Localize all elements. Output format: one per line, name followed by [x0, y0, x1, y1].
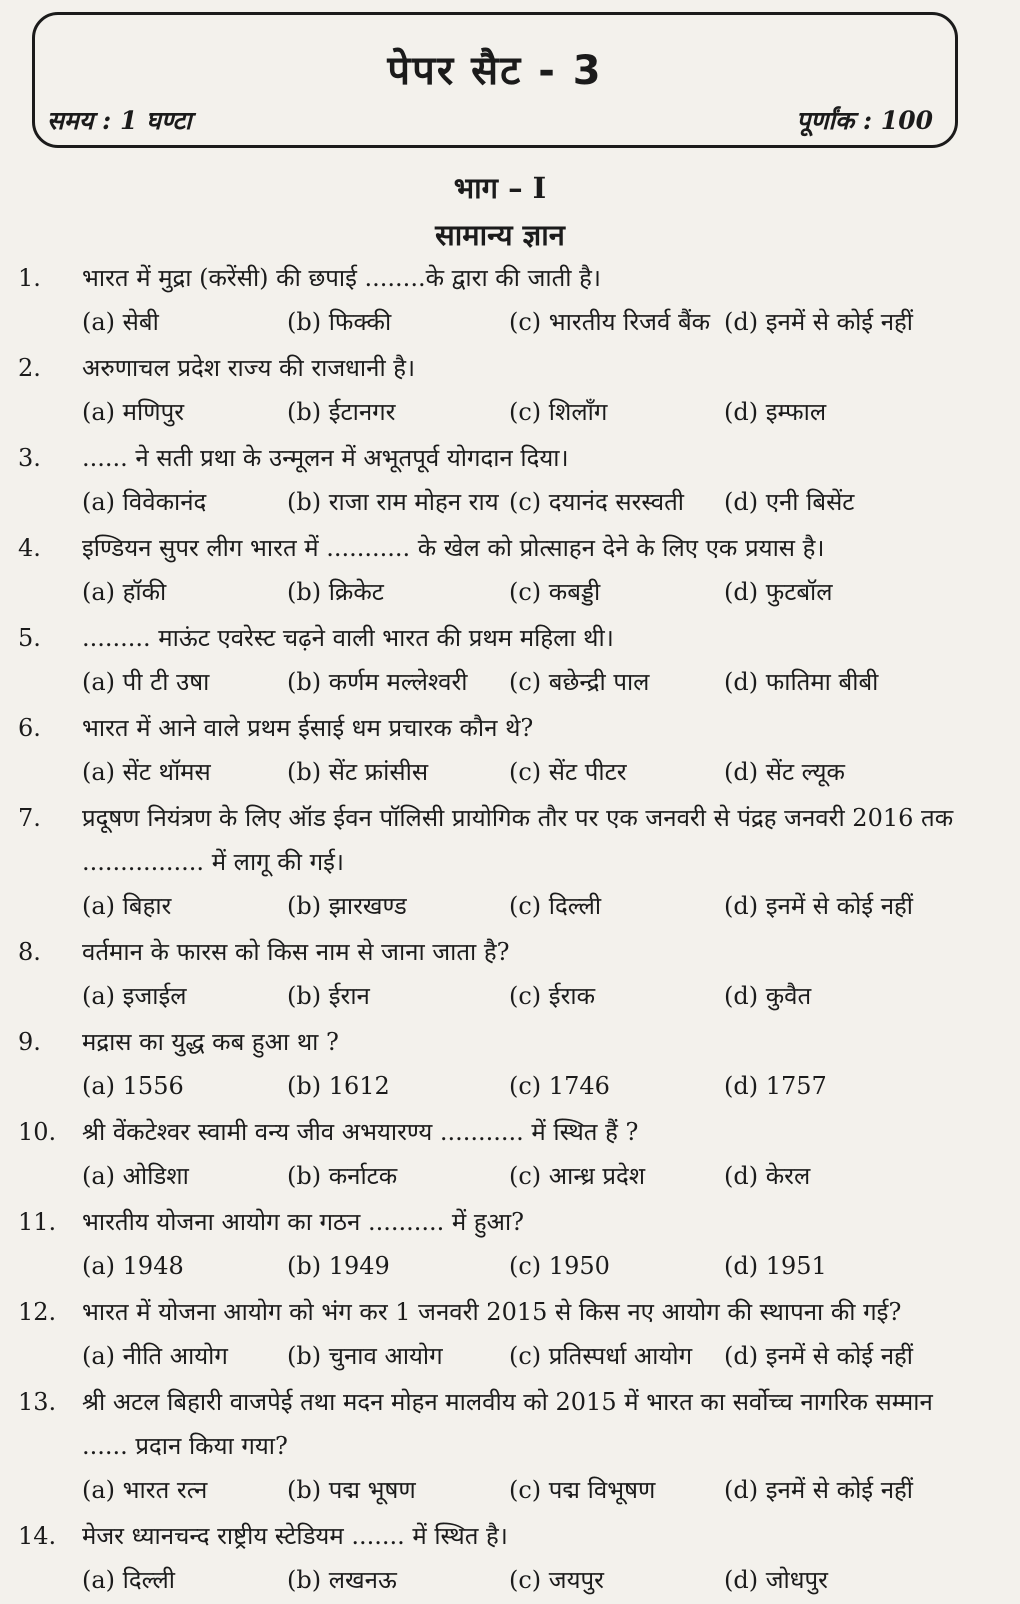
- option-a: (a) इजाईल: [82, 982, 187, 1010]
- question-number: 3.: [18, 444, 41, 472]
- option-b: (b) क्रिकेट: [287, 578, 384, 606]
- option-c: (c) 1746: [509, 1072, 610, 1100]
- option-c: (c) सेंट पीटर: [509, 758, 627, 786]
- option-row: [82, 1244, 973, 1288]
- option-row: [82, 1558, 973, 1602]
- part-title: भाग – I: [453, 171, 547, 205]
- option-d: (d) सेंट ल्यूक: [724, 758, 845, 786]
- question-number: 9.: [18, 1028, 41, 1056]
- option-a: (a) भारत रत्न: [82, 1476, 208, 1504]
- option-b: (b) 1612: [287, 1072, 390, 1100]
- question-item: [18, 526, 973, 614]
- marks-label: पूर्णांक : 100: [796, 106, 933, 135]
- option-row: [82, 660, 973, 704]
- option-d: (d) फुटबॉल: [724, 578, 833, 606]
- question-text: ...... ने सती प्रथा के उन्मूलन में अभूतपूर्व योगदान दिया।: [82, 444, 569, 472]
- question-text: ......... माऊंट एवरेस्ट चढ़ने वाली भारत की प्रथम महिला थी।: [82, 624, 614, 652]
- option-row: [82, 1154, 973, 1198]
- option-c: (c) कबड्डी: [509, 578, 601, 606]
- option-row: [82, 1064, 973, 1108]
- option-d: (d) इम्फाल: [724, 398, 827, 426]
- option-b: (b) लखनऊ: [287, 1566, 397, 1594]
- option-b: (b) 1949: [287, 1252, 390, 1280]
- question-item: [18, 706, 973, 794]
- question-item: [18, 1290, 973, 1378]
- option-d: (d) इनमें से कोई नहीं: [724, 1342, 913, 1370]
- question-number: 5.: [18, 624, 41, 652]
- option-row: [82, 390, 973, 434]
- option-b: (b) झारखण्ड: [287, 892, 407, 920]
- option-c: (c) जयपुर: [509, 1566, 604, 1594]
- question-item: [18, 796, 973, 928]
- option-c: (c) दयानंद सरस्वती: [509, 488, 684, 516]
- question-number: 13.: [18, 1388, 57, 1416]
- question-text: मद्रास का युद्ध कब हुआ था ?: [82, 1028, 339, 1056]
- question-item: [18, 1110, 973, 1198]
- option-c: (c) दिल्ली: [509, 892, 602, 920]
- option-a: (a) 1556: [82, 1072, 184, 1100]
- question-text: श्री अटल बिहारी वाजपेई तथा मदन मोहन मालवीय को 2015 में भारत का सर्वोच्च नागरिक सम्मान ...... प्रदान किया गया?: [82, 1388, 933, 1460]
- question-text: भारतीय योजना आयोग का गठन .......... में हुआ?: [82, 1208, 524, 1236]
- option-a: (a) नीति आयोग: [82, 1342, 228, 1370]
- question-item: [18, 256, 973, 344]
- option-row: [82, 884, 973, 928]
- option-row: [82, 974, 973, 1018]
- option-row: [82, 300, 973, 344]
- question-text: भारत में मुद्रा (करेंसी) की छपाई ........के द्वारा की जाती है।: [82, 264, 601, 292]
- option-a: (a) ओडिशा: [82, 1162, 189, 1190]
- option-b: (b) पद्म भूषण: [287, 1476, 416, 1504]
- option-d: (d) 1757: [724, 1072, 827, 1100]
- option-row: [82, 1468, 973, 1512]
- option-a: (a) हॉकी: [82, 578, 167, 606]
- question-number: 14.: [18, 1522, 57, 1550]
- question-item: [18, 346, 973, 434]
- question-text: श्री वेंकटेश्वर स्वामी वन्य जीव अभयारण्य ........... में स्थित हैं ?: [82, 1118, 639, 1146]
- option-c: (c) 1950: [509, 1252, 610, 1280]
- question-number: 1.: [18, 264, 41, 292]
- question-item: [18, 1020, 973, 1108]
- option-d: (d) इनमें से कोई नहीं: [724, 892, 913, 920]
- question-text: भारत में आने वाले प्रथम ईसाई धम प्रचारक कौन थे?: [82, 714, 534, 742]
- option-row: [82, 750, 973, 794]
- question-text: वर्तमान के फारस को किस नाम से जाना जाता है?: [82, 938, 510, 966]
- question-text: इण्डियन सुपर लीग भारत में ........... के खेल को प्रोत्साहन देने के लिए एक प्रयास है।: [82, 534, 825, 562]
- question-text: प्रदूषण नियंत्रण के लिए ऑड ईवन पॉलिसी प्रायोगिक तौर पर एक जनवरी से पंद्रह जनवरी 2016 तक ................ में लागू की गई।: [82, 804, 954, 876]
- option-c: (c) आन्ध्र प्रदेश: [509, 1162, 646, 1190]
- option-a: (a) दिल्ली: [82, 1566, 175, 1594]
- option-c: (c) ईराक: [509, 982, 596, 1010]
- question-item: [18, 616, 973, 704]
- option-c: (c) शिलाँग: [509, 398, 608, 426]
- option-c: (c) प्रतिस्पर्धा आयोग: [509, 1342, 693, 1370]
- option-d: (d) कुवैत: [724, 982, 812, 1010]
- time-label: समय : 1 घण्टा: [47, 106, 192, 135]
- question-item: [18, 436, 973, 524]
- question-item: [18, 1514, 973, 1602]
- option-a: (a) 1948: [82, 1252, 184, 1280]
- question-number: 6.: [18, 714, 41, 742]
- option-c: (c) बछेन्द्री पाल: [509, 668, 650, 696]
- question-item: [18, 1200, 973, 1288]
- option-b: (b) सेंट फ्रांसीस: [287, 758, 429, 786]
- option-d: (d) 1951: [724, 1252, 827, 1280]
- option-b: (b) कर्नाटक: [287, 1162, 398, 1190]
- option-d: (d) इनमें से कोई नहीं: [724, 308, 913, 336]
- header-box: [32, 12, 958, 148]
- option-d: (d) इनमें से कोई नहीं: [724, 1476, 913, 1504]
- option-a: (a) पी टी उषा: [82, 668, 210, 696]
- question-text: भारत में योजना आयोग को भंग कर 1 जनवरी 2015 से किस नए आयोग की स्थापना की गई?: [82, 1298, 902, 1326]
- option-b: (b) ईरान: [287, 982, 370, 1010]
- question-text: अरुणाचल प्रदेश राज्य की राजधानी है।: [82, 354, 416, 382]
- option-d: (d) एनी बिसेंट: [724, 488, 855, 516]
- option-a: (a) बिहार: [82, 892, 172, 920]
- question-number: 10.: [18, 1118, 57, 1146]
- section-title: सामान्य ज्ञान: [435, 218, 565, 252]
- option-row: [82, 480, 973, 524]
- option-c: (c) पद्म विभूषण: [509, 1476, 656, 1504]
- option-a: (a) सेबी: [82, 308, 159, 336]
- question-item: [18, 930, 973, 1018]
- question-number: 7.: [18, 804, 41, 832]
- question-number: 11.: [18, 1208, 57, 1236]
- option-a: (a) सेंट थॉमस: [82, 758, 211, 786]
- option-b: (b) कर्णम मल्लेश्वरी: [287, 668, 468, 696]
- option-d: (d) फातिमा बीबी: [724, 668, 879, 696]
- option-b: (b) फिक्की: [287, 308, 392, 336]
- question-list: [18, 256, 973, 1604]
- option-d: (d) केरल: [724, 1162, 811, 1190]
- question-item: [18, 1380, 973, 1512]
- option-b: (b) ईटानगर: [287, 398, 396, 426]
- question-number: 12.: [18, 1298, 57, 1326]
- option-d: (d) जोधपुर: [724, 1566, 828, 1594]
- option-row: [82, 1334, 973, 1378]
- question-number: 2.: [18, 354, 41, 382]
- question-text: मेजर ध्यानचन्द राष्ट्रीय स्टेडियम ....... में स्थित है।: [82, 1522, 508, 1550]
- option-b: (b) राजा राम मोहन राय: [287, 488, 499, 516]
- option-c: (c) भारतीय रिजर्व बैंक: [509, 308, 711, 336]
- question-number: 4.: [18, 534, 41, 562]
- question-number: 8.: [18, 938, 41, 966]
- paper-title: पेपर सैट - 3: [387, 48, 603, 94]
- option-b: (b) चुनाव आयोग: [287, 1342, 443, 1370]
- option-row: [82, 570, 973, 614]
- option-a: (a) विवेकानंद: [82, 488, 207, 516]
- option-a: (a) मणिपुर: [82, 398, 185, 426]
